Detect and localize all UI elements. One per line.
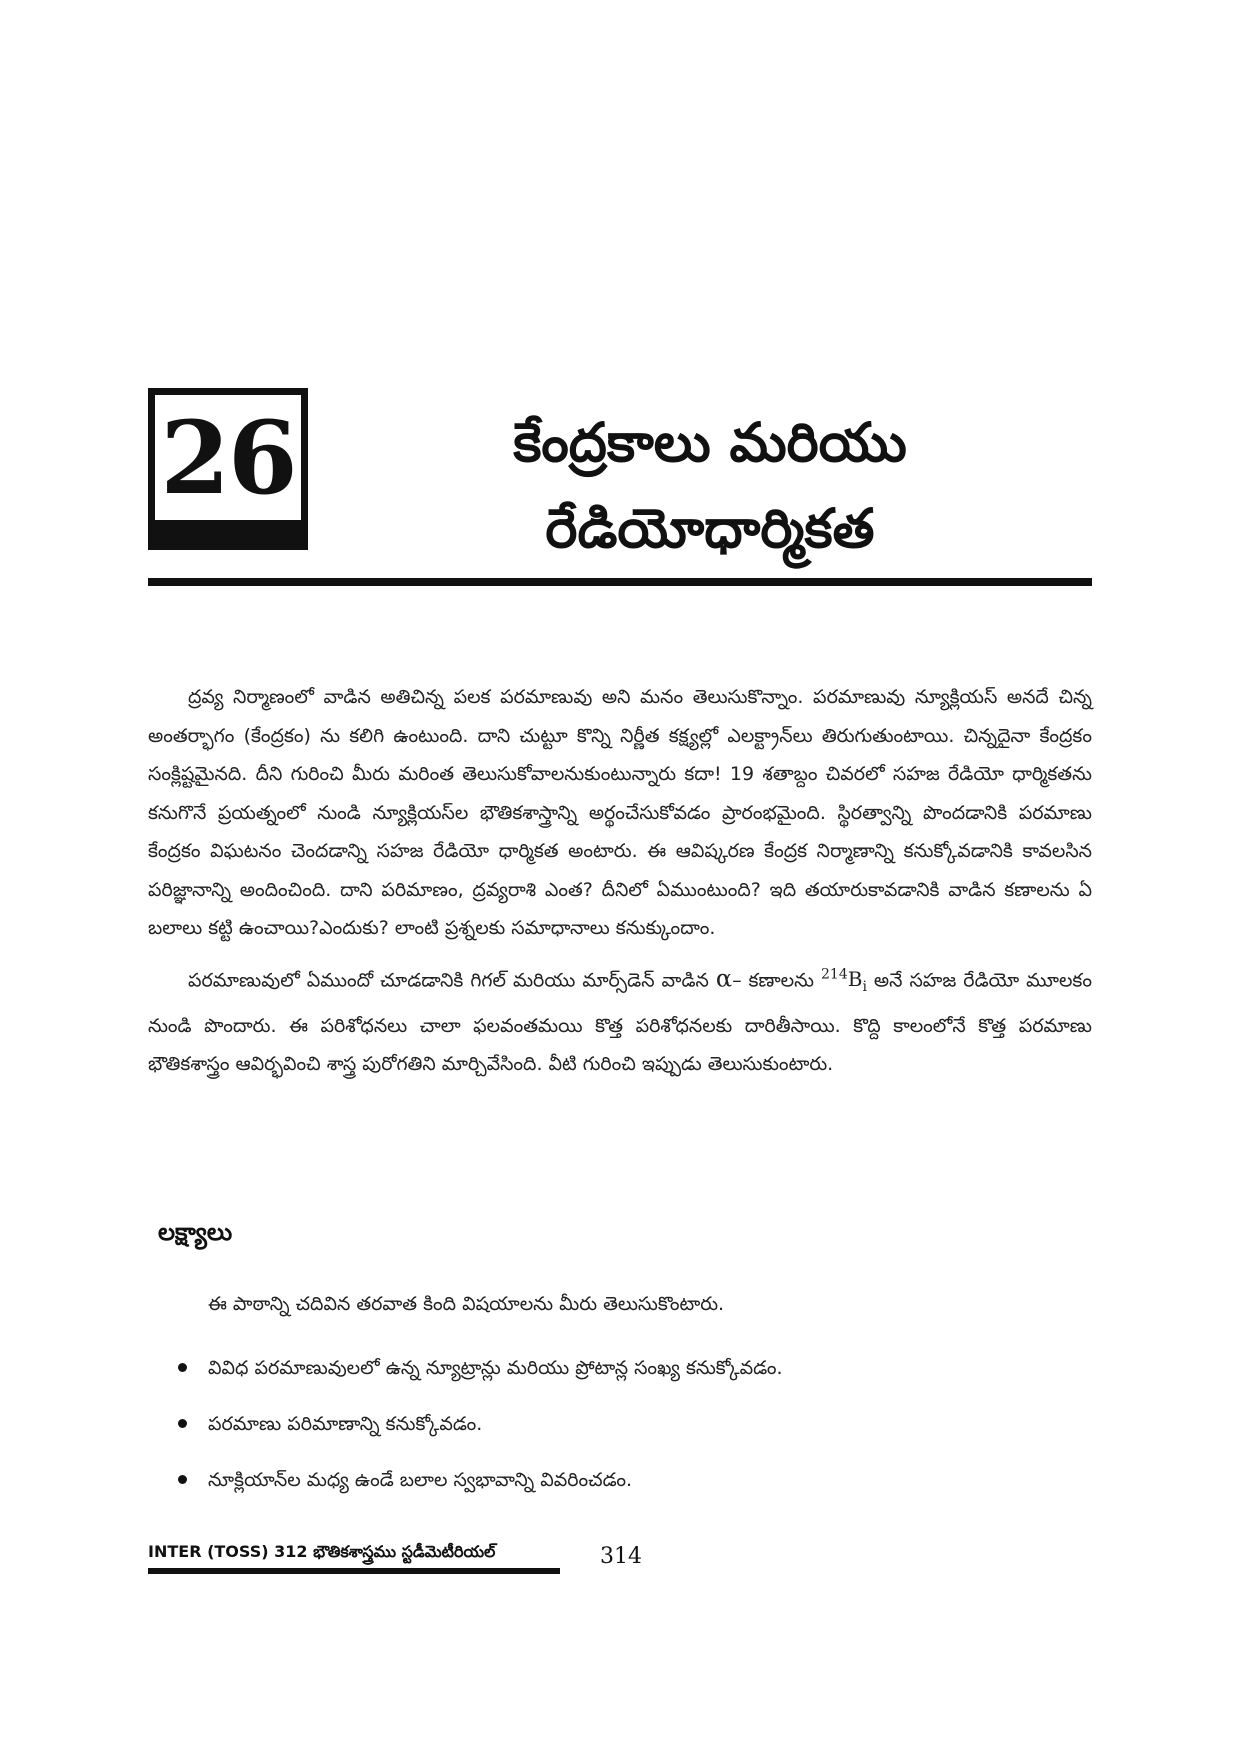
objectives-intro: ఈ పాఠాన్ని చదివిన తరవాత కింది విషయాలను మీరు తెలుసుకొంటారు. [208, 1293, 725, 1315]
paragraph2-part1: పరమాణువులో ఏముందో చూడడానికి గిగల్ మరియు మార్స్‌డెన్ వాడిన [188, 969, 709, 992]
chapter-box-bar [148, 520, 308, 550]
objective-text: వివిధ పరమాణువులలో ఉన్న న్యూట్రాన్లు మరియు ప్రోటాన్ల సంఖ్య కనుక్కోవడం. [208, 1357, 783, 1379]
isotope-mass: 214 [821, 966, 848, 983]
paragraph2-part2: – కణాలను [732, 969, 814, 992]
intro-text [148, 678, 1092, 1092]
footer-label: INTER (TOSS) 312 భౌతికశాస్త్రము స్టడీమెటీరియల్ [148, 1542, 496, 1561]
chapter-title-line1: కేంద్రకాలు మరియు [513, 411, 907, 474]
page-number: 314 [600, 1544, 642, 1569]
bullet-icon [178, 1363, 187, 1372]
objective-item [178, 1340, 783, 1396]
chapter-title-line2: రేడియోధార్మికత [545, 497, 875, 560]
chapter-number: 26 [160, 399, 296, 517]
paragraph2-part3: అనే సహజ రేడియో మూలకం నుండి పొందారు. ఈ పరిశోధనలు చాలా ఫలవంతమయి కొత్త పరిశోధనలకు దారితీసాయి. కొద్ది కాలంలోనే కొత్త పరమాణు భౌతికశాస్త్రం ఆవిర్భవించి శాస్త్ర పురోగతిని మార్చివేసింది. వీటి గురించి ఇప్పుడు తెలుసుకుంటారు. [148, 969, 1092, 1076]
isotope-symbol: B [847, 967, 863, 992]
objectives-heading: లక్ష్యాలు [158, 1218, 233, 1246]
intro-paragraph-1: ద్రవ్య నిర్మాణంలో వాడిన అతిచిన్న పలక పరమాణువు అని మనం తెలుసుకొన్నాం. పరమాణువు న్యూక్లియస్ అనదే చిన్న అంతర్భాగం (కేంద్రకం) ను కలిగి ఉంటుంది. దాని చుట్టూ కొన్ని నిర్ణీత కక్ష్యల్లో ఎలక్ట్రాన్‌లు తిరుగుతుంటాయి. చిన్నదైనా కేంద్రకం సంక్లిష్టమైనది. దీని గురించి మీరు మరింత తెలుసుకోవాలనుకుంటున్నారు కదా! 19 శతాబ్దం చివరలో సహజ రేడియో ధార్మికతను కనుగొనే ప్రయత్నంలో నుండి న్యూక్లియస్‌ల భౌతికశాస్త్రాన్ని అర్థంచేసుకోవడం ప్రారంభమైంది. స్థిరత్వాన్ని పొందడానికి పరమాణు కేంద్రకం విఘటనం చెందడాన్ని సహజ రేడియో ధార్మికత అంటారు. ఈ ఆవిష్కరణ కేంద్రక నిర్మాణాన్ని కనుక్కోవడానికి కావలసిన పరిజ్ఞానాన్ని అందించింది. దాని పరిమాణం, ద్రవ్యరాశి ఎంత? దీనిలో ఏముంటుంది? ఇది తయారుకావడానికి వాడిన కణాలను ఏ బలాలు కట్టి ఉంచాయి?ఎందుకు? లాంటి ప్రశ్నలకు సమాధానాలు కనుక్కుందాం. [148, 686, 1092, 939]
bullet-icon [178, 1475, 187, 1484]
footer-rule [148, 1568, 560, 1574]
objectives-list [178, 1340, 783, 1508]
objective-item [178, 1396, 783, 1452]
isotope-sub: i [862, 979, 867, 996]
chapter-title [340, 400, 1080, 572]
bullet-icon [178, 1419, 187, 1428]
objective-item [178, 1452, 783, 1508]
alpha-symbol: α [715, 964, 733, 993]
title-rule [148, 578, 1092, 586]
intro-paragraph-2 [148, 956, 1092, 1084]
objective-text: నూక్లియాన్‌ల మధ్య ఉండే బలాల స్వభావాన్ని వివరించడం. [208, 1469, 633, 1491]
isotope-notation [821, 966, 867, 996]
objective-text: పరమాణు పరిమాణాన్ని కనుక్కోవడం. [208, 1413, 483, 1435]
chapter-number-box [148, 388, 308, 550]
